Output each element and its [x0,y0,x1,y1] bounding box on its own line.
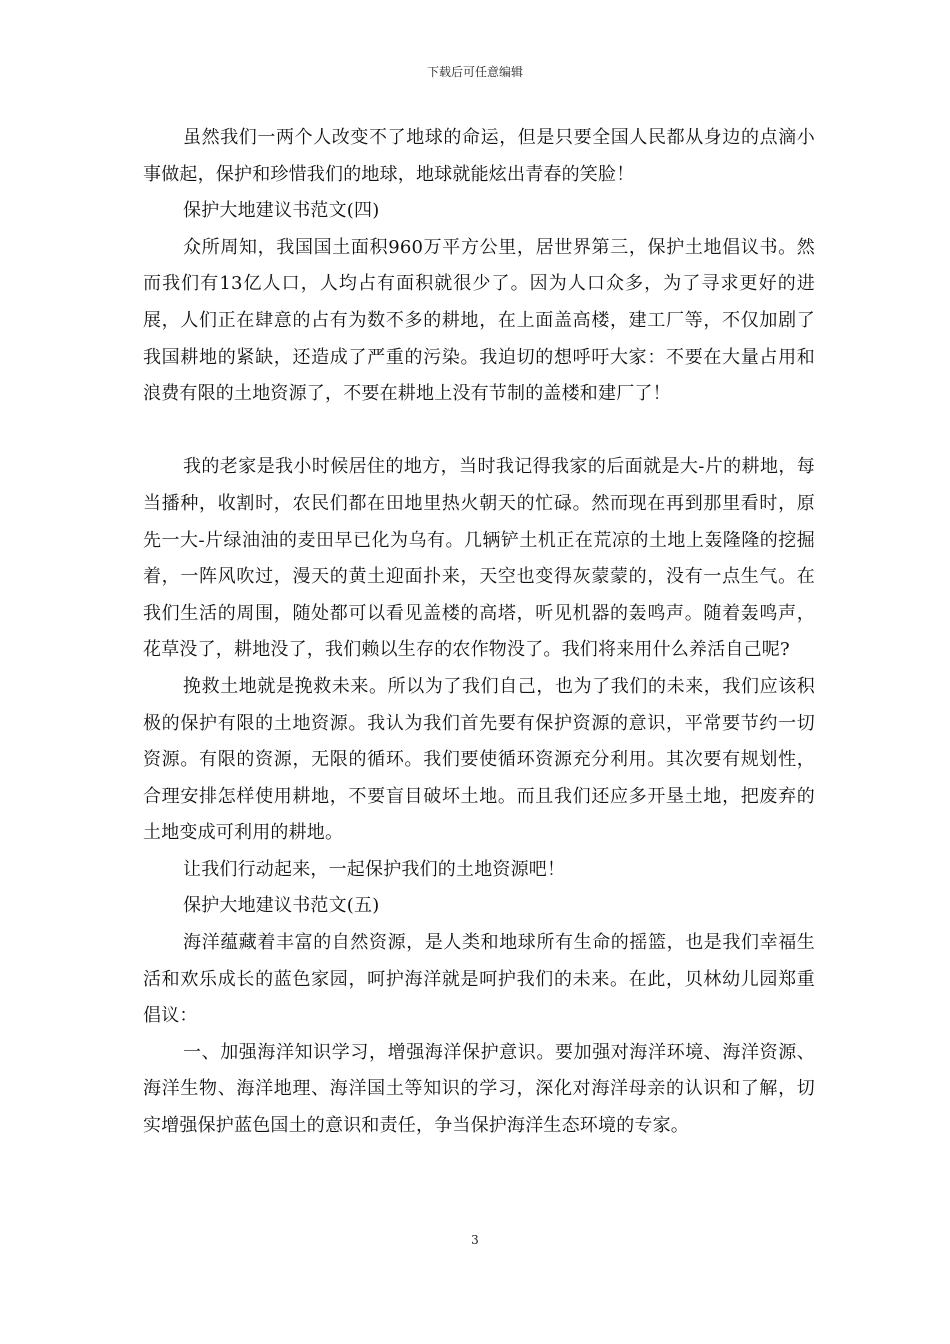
page-number: 3 [471,1233,479,1247]
section-heading: 保护大地建议书范文(四) [183,200,380,222]
section-heading: 保护大地建议书范文(五) [183,895,380,917]
paragraph: 一、加强海洋知识学习，增强海洋保护意识。要加强对海洋环境、海洋资源、海洋生物、海洋地理、海洋国土等知识的学习，深化对海洋母亲的认识和了解，切实增强保护蓝色国土的意识和责任，争当保护海洋生态环境的专家。 [143,1041,815,1137]
paragraph: 挽救土地就是挽救未来。所以为了我们自己，也为了我们的未来，我们应该积极的保护有限的土地资源。我认为我们首先要有保护资源的意识，平常要节约一切资源。有限的资源，无限的循环。我们要使循环资源充分利用。其次要有规划性，合理安排怎样使用耕地，不要盲目破坏土地。而且我们还应多开垦土地，把废弃的土地变成可利用的耕地。 [143,675,815,844]
paragraph: 众所周知，我国国土面积960万平方公里，居世界第三，保护土地倡议书。然而我们有13亿人口，人均占有面积就很少了。因为人口众多，为了寻求更好的进展，人们正在肆意的占有为数不多的耕地，在上面盖高楼，建工厂等，不仅加剧了我国耕地的紧缺，还造成了严重的污染。我迫切的想呼吁大家：不要在大量占用和浪费有限的土地资源了，不要在耕地上没有节制的盖楼和建厂了！ [143,236,815,405]
page-header: 下载后可任意编辑 [426,65,523,79]
paragraph: 我的老家是我小时候居住的地方，当时我记得我家的后面就是大-片的耕地，每当播种，收割时，农民们都在田地里热火朝天的忙碌。然而现在再到那里看时，原先一大-片绿油油的麦田早已化为乌有。几辆铲土机正在荒凉的土地上轰隆隆的挖掘着，一阵风吹过，漫天的黄土迎面扑来，天空也变得灰蒙蒙的，没有一点生气。在我们生活的周围，随处都可以看见盖楼的高塔，听见机器的轰鸣声。随着轰鸣声，花草没了，耕地没了，我们赖以生存的农作物没了。我们将来用什么养活自己呢? [143,456,815,661]
document-body [143,120,815,1145]
paragraph: 海洋蕴藏着丰富的自然资源，是人类和地球所有生命的摇篮，也是我们幸福生活和欢乐成长的蓝色家园，呵护海洋就是呵护我们的未来。在此，贝林幼儿园郑重倡议： [143,932,815,1027]
paragraph: 让我们行动起来，一起保护我们的土地资源吧！ [183,858,566,880]
paragraph: 虽然我们一两个人改变不了地球的命运，但是只要全国人民都从身边的点滴小事做起，保护和珍惜我们的地球，地球就能炫出青春的笑脸！ [143,127,815,185]
